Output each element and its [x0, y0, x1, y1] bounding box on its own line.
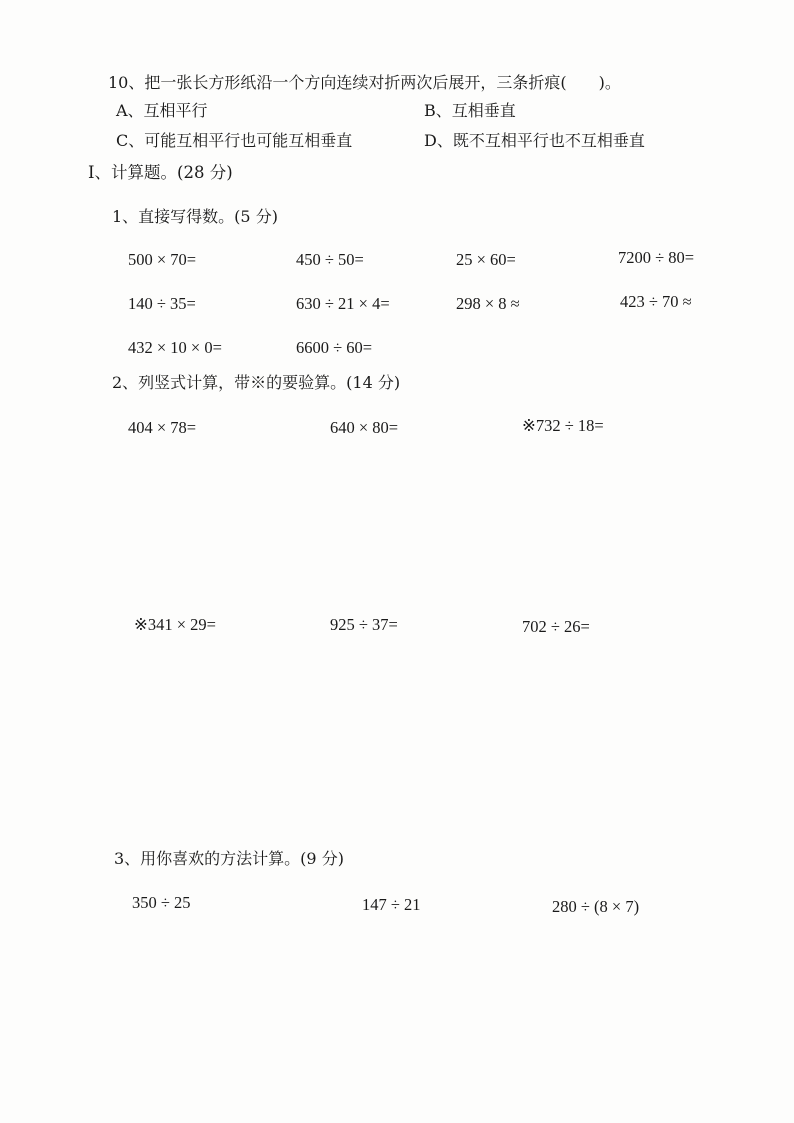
option-a: A、互相平行 [116, 101, 208, 120]
section-title: Ⅰ、计算题。(28 分) [88, 163, 233, 182]
part2-item: 702 ÷ 26= [522, 617, 590, 636]
part1-title: 1、直接写得数。(5 分) [112, 207, 278, 226]
part1-item: 500 × 70= [128, 250, 197, 269]
part2-item: 925 ÷ 37= [330, 615, 398, 634]
part1-item: 6600 ÷ 60= [296, 338, 373, 357]
part1-item: 140 ÷ 35= [128, 294, 196, 313]
part2-item: ※732 ÷ 18= [522, 416, 604, 435]
part1-item: 630 ÷ 21 × 4= [296, 294, 390, 313]
part1-item: 450 ÷ 50= [296, 250, 364, 269]
part3-item: 147 ÷ 21 [362, 895, 421, 914]
option-d: D、既不互相平行也不互相垂直 [424, 131, 645, 150]
part3-item: 350 ÷ 25 [132, 893, 191, 912]
part2-item: ※341 × 29= [134, 615, 216, 634]
option-c: C、可能互相平行也可能互相垂直 [116, 131, 353, 150]
part2-item: 404 × 78= [128, 418, 197, 437]
option-b: B、互相垂直 [424, 101, 516, 120]
part1-item: 7200 ÷ 80= [618, 248, 695, 267]
part2-item: 640 × 80= [330, 418, 399, 437]
part1-item: 423 ÷ 70 ≈ [620, 292, 692, 311]
part1-item: 298 × 8 ≈ [456, 294, 520, 313]
part2-title: 2、列竖式计算，带※的要验算。(14 分) [112, 373, 401, 392]
part3-item: 280 ÷ (8 × 7) [552, 897, 640, 916]
question-10-stem: 10、把一张长方形纸沿一个方向连续对折两次后展开，三条折痕( )。 [108, 73, 621, 92]
part1-item: 25 × 60= [456, 250, 516, 269]
part1-item: 432 × 10 × 0= [128, 338, 222, 357]
part3-title: 3、用你喜欢的方法计算。(9 分) [114, 849, 344, 868]
